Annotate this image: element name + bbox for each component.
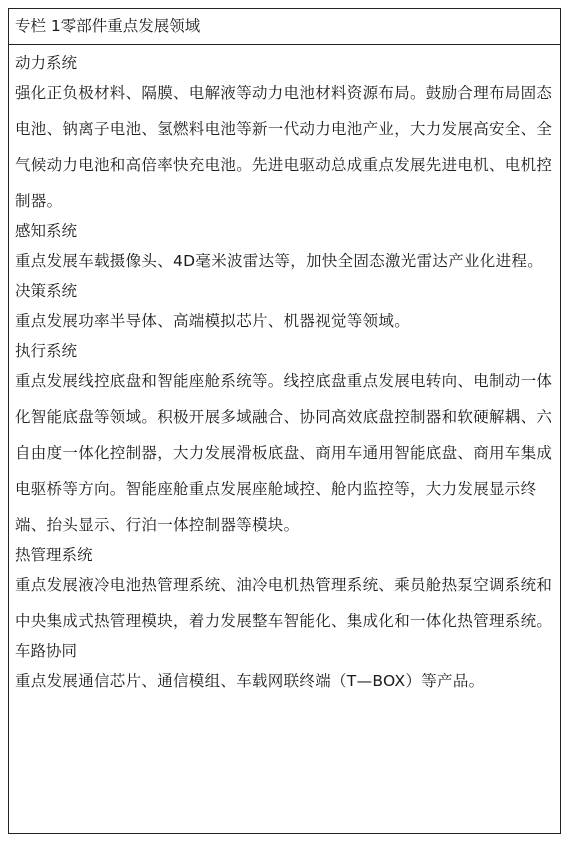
section-heading: 执行系统	[15, 342, 78, 360]
section-body: 重点发展液冷电池热管理系统、油冷电机热管理系统、乘员舱热泵空调系统和中央集成式热管理模块，着力发展整车智能化、集成化和一体化热管理系统。	[15, 576, 553, 630]
section-heading: 车路协同	[15, 642, 78, 660]
section-heading: 决策系统	[15, 282, 78, 300]
section-body: 强化正负极材料、隔膜、电解液等动力电池材料资源布局。鼓励合理布局固态电池、钠离子电池、氢燃料电池等新一代动力电池产业，大力发展高安全、全气候动力电池和高倍率快充电池。先进电驱动总成重点发展先进电机、电机控制器。	[15, 84, 553, 210]
section-decision-system	[15, 279, 554, 339]
section-body: 重点发展线控底盘和智能座舱系统等。线控底盘重点发展电转向、电制动一体化智能底盘等领域。积极开展多域融合、协同高效底盘控制器和软硬解耦、六自由度一体化控制器，大力发展滑板底盘、商用车通用智能底盘、商用车集成电驱桥等方向。智能座舱重点发展座舱域控、舱内监控等，大力发展显示终端、抬头显示、行泊一体控制器等模块。	[15, 372, 553, 534]
section-execution-system	[15, 339, 554, 543]
section-vehicle-road-coordination	[15, 639, 554, 699]
section-power-system	[15, 51, 554, 219]
section-body: 重点发展通信芯片、通信模组、车载网联终端（T—BOX）等产品。	[15, 672, 485, 690]
section-thermal-management	[15, 543, 554, 639]
section-heading: 动力系统	[15, 54, 78, 72]
section-heading: 热管理系统	[15, 546, 93, 564]
section-heading: 感知系统	[15, 222, 78, 240]
section-perception-system	[15, 219, 554, 279]
column-box	[8, 8, 561, 834]
section-body: 重点发展车载摄像头、4D毫米波雷达等，加快全固态激光雷达产业化进程。	[15, 252, 543, 270]
section-body: 重点发展功率半导体、高端模拟芯片、机器视觉等领域。	[15, 312, 411, 330]
column-content	[9, 45, 560, 699]
column-title: 专栏 1零部件重点发展领域	[9, 9, 560, 45]
